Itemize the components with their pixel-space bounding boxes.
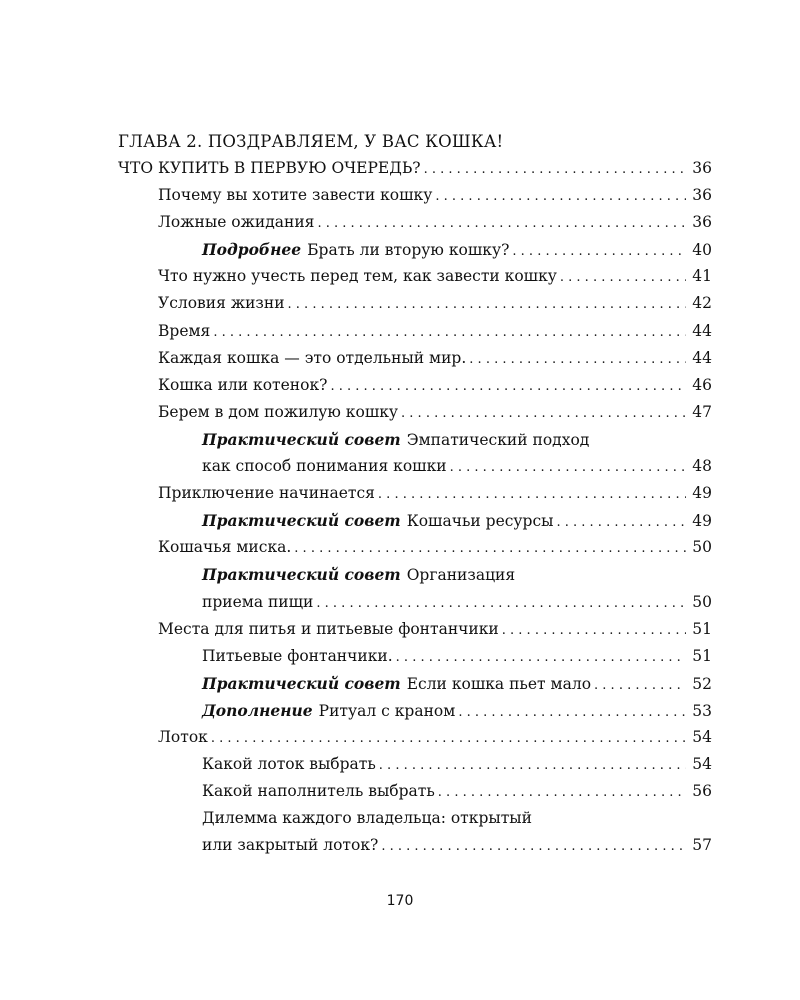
toc-entry xyxy=(158,480,712,507)
toc-entry xyxy=(158,534,712,561)
toc-entry-text: Питьевые фонтанчики. xyxy=(202,646,393,665)
toc-entry-title xyxy=(158,345,466,372)
toc-leader-dots xyxy=(381,833,686,860)
toc-entry-title xyxy=(158,182,432,209)
toc-leader-dots xyxy=(450,454,686,481)
toc-entry xyxy=(202,426,712,453)
toc-entry-title xyxy=(158,399,398,426)
toc-leader-dots xyxy=(556,509,686,536)
toc-page-number: 42 xyxy=(692,294,712,313)
toc-entry-title xyxy=(202,809,532,827)
toc-leader-dots xyxy=(435,183,686,210)
toc-entry xyxy=(158,345,712,372)
toc-entry xyxy=(158,290,712,317)
toc-entry-text: Кошачья миска. xyxy=(158,538,292,557)
toc-leader-dots xyxy=(378,481,686,508)
toc-entry-title xyxy=(158,480,375,507)
toc-page-number: 57 xyxy=(692,836,712,855)
toc-entry-lead: Дополнение xyxy=(202,700,313,720)
toc-entry-title xyxy=(202,566,515,584)
toc-entry-text: Ложные ожидания xyxy=(158,213,315,232)
toc-entry-title xyxy=(118,155,421,182)
toc-entries xyxy=(118,155,712,859)
toc-entry-text: ЧТО КУПИТЬ В ПЕРВУЮ ОЧЕРЕДЬ? xyxy=(118,159,421,177)
toc-entry-lead: Практический совет xyxy=(202,511,401,531)
toc-entry-continuation-text: как способ понимания кошки xyxy=(202,457,447,476)
toc-entry xyxy=(202,507,712,534)
toc-entry-lead: Практический совет xyxy=(202,673,401,693)
toc-page-number: 36 xyxy=(692,213,712,232)
toc-entry-text: Брать ли вторую кошку? xyxy=(307,241,510,260)
chapter-heading: ГЛАВА 2. ПОЗДРАВЛЯЕМ, У ВАС КОШКА! xyxy=(118,132,504,151)
toc-entry-continuation-text: или закрытый лоток? xyxy=(202,836,379,855)
toc-entry xyxy=(158,399,712,426)
toc-entry xyxy=(202,778,712,805)
toc-entry-text: Условия жизни xyxy=(158,294,285,313)
toc-leader-dots xyxy=(469,346,686,373)
toc-entry-text: Время xyxy=(158,321,211,340)
toc-entry xyxy=(158,182,712,209)
toc-entry xyxy=(202,697,712,724)
toc-entry-text: Организация xyxy=(406,566,516,585)
toc-page-number: 36 xyxy=(692,186,712,205)
toc-page-number: 54 xyxy=(692,755,712,774)
toc-entry-lead: Практический совет xyxy=(202,429,401,449)
toc-entry xyxy=(202,751,712,778)
toc-entry-text: Что нужно учесть перед тем, как завести кошку xyxy=(158,267,557,286)
toc-leader-dots xyxy=(396,644,686,671)
toc-entry xyxy=(202,643,712,670)
page-number: 170 xyxy=(386,893,414,909)
table-of-contents xyxy=(118,128,712,859)
toc-entry-text: Берем в дом пожилую кошку xyxy=(158,402,399,421)
toc-leader-dots xyxy=(294,535,686,562)
toc-entry-title xyxy=(202,751,376,778)
toc-leader-dots xyxy=(330,373,686,400)
toc-entry-text: Почему вы хотите завести кошку xyxy=(158,186,433,205)
toc-entry-text: Лоток xyxy=(158,727,208,746)
toc-page-number: 46 xyxy=(692,375,712,394)
toc-leader-dots xyxy=(317,210,686,237)
toc-entry-text: Кошка или котенок? xyxy=(158,375,328,394)
toc-entry-title xyxy=(202,670,591,698)
toc-leader-dots xyxy=(379,752,686,779)
toc-entry xyxy=(202,561,712,588)
toc-leader-dots xyxy=(438,779,686,806)
toc-page-number: 49 xyxy=(692,512,712,531)
toc-entry-text: Каждая кошка — это отдельный мир. xyxy=(158,348,467,367)
toc-entry-title xyxy=(158,616,499,643)
toc-entry xyxy=(202,236,712,263)
toc-entry-title xyxy=(202,778,435,805)
toc-entry xyxy=(158,209,712,236)
toc-entry-text: Приключение начинается xyxy=(158,484,375,503)
toc-entry-continuation xyxy=(202,589,712,616)
toc-leader-dots xyxy=(560,264,686,291)
toc-entry-title xyxy=(158,209,314,236)
toc-leader-dots xyxy=(213,319,686,346)
toc-leader-dots xyxy=(512,238,686,265)
toc-entry xyxy=(202,805,712,832)
toc-entry-text: Если кошка пьет мало xyxy=(406,674,592,693)
toc-entry xyxy=(158,263,712,290)
toc-entry-title xyxy=(158,724,208,751)
toc-entry-title xyxy=(202,431,589,449)
toc-page-number: 40 xyxy=(692,241,712,260)
toc-page-number: 50 xyxy=(692,592,712,611)
toc-entry-title xyxy=(158,534,291,561)
toc-entry xyxy=(158,372,712,399)
toc-entry-text: Эмпатический подход xyxy=(406,430,590,449)
toc-entry-title xyxy=(202,236,509,264)
toc-leader-dots xyxy=(424,156,686,183)
toc-page-number: 47 xyxy=(692,402,712,421)
toc-page-number: 53 xyxy=(692,701,712,720)
toc-entry-lead: Практический совет xyxy=(202,565,401,585)
toc-page-number: 52 xyxy=(692,674,712,693)
toc-entry-continuation-text: приема пищи xyxy=(202,592,314,611)
toc-leader-dots xyxy=(316,590,686,617)
toc-page-number: 48 xyxy=(692,457,712,476)
toc-leader-dots xyxy=(211,725,686,752)
toc-entry xyxy=(158,318,712,345)
toc-entry-text: Места для питья и питьевые фонтанчики xyxy=(158,619,499,638)
toc-entry-title xyxy=(202,643,393,670)
toc-entry-text: Какой наполнитель выбрать xyxy=(202,782,435,801)
toc-entry-title xyxy=(202,507,553,535)
toc-entry-title xyxy=(158,290,285,317)
toc-page-number: 54 xyxy=(692,727,712,746)
toc-page-number: 49 xyxy=(692,484,712,503)
toc-entry xyxy=(158,724,712,751)
toc-entry-continuation xyxy=(202,453,712,480)
toc-entry xyxy=(158,616,712,643)
toc-entry-title xyxy=(158,318,210,345)
toc-page-number: 44 xyxy=(692,321,712,340)
toc-entry-text: Ритуал с краном xyxy=(318,701,456,720)
toc-entry-title xyxy=(158,263,557,290)
toc-leader-dots xyxy=(401,400,686,427)
toc-page-number: 36 xyxy=(692,159,712,177)
toc-leader-dots xyxy=(458,699,686,726)
toc-page-number: 44 xyxy=(692,348,712,367)
toc-entry-text: Какой лоток выбрать xyxy=(202,755,376,774)
toc-page-number: 51 xyxy=(692,619,712,638)
toc-entry-lead: Подробнее xyxy=(202,240,302,260)
toc-leader-dots xyxy=(594,672,686,699)
toc-leader-dots xyxy=(288,291,686,318)
toc-page-number: 56 xyxy=(692,782,712,801)
toc-entry-title xyxy=(202,697,455,725)
toc-page-number: 51 xyxy=(692,646,712,665)
toc-entry-title xyxy=(158,372,327,399)
toc-entry-text: Дилемма каждого владельца: открытый xyxy=(202,809,532,828)
toc-entry xyxy=(118,155,712,182)
toc-page-number: 41 xyxy=(692,267,712,286)
toc-leader-dots xyxy=(502,617,686,644)
toc-entry-continuation xyxy=(202,832,712,859)
toc-entry-text: Кошачьи ресурсы xyxy=(406,512,554,531)
toc-page-number: 50 xyxy=(692,538,712,557)
toc-entry xyxy=(202,670,712,697)
